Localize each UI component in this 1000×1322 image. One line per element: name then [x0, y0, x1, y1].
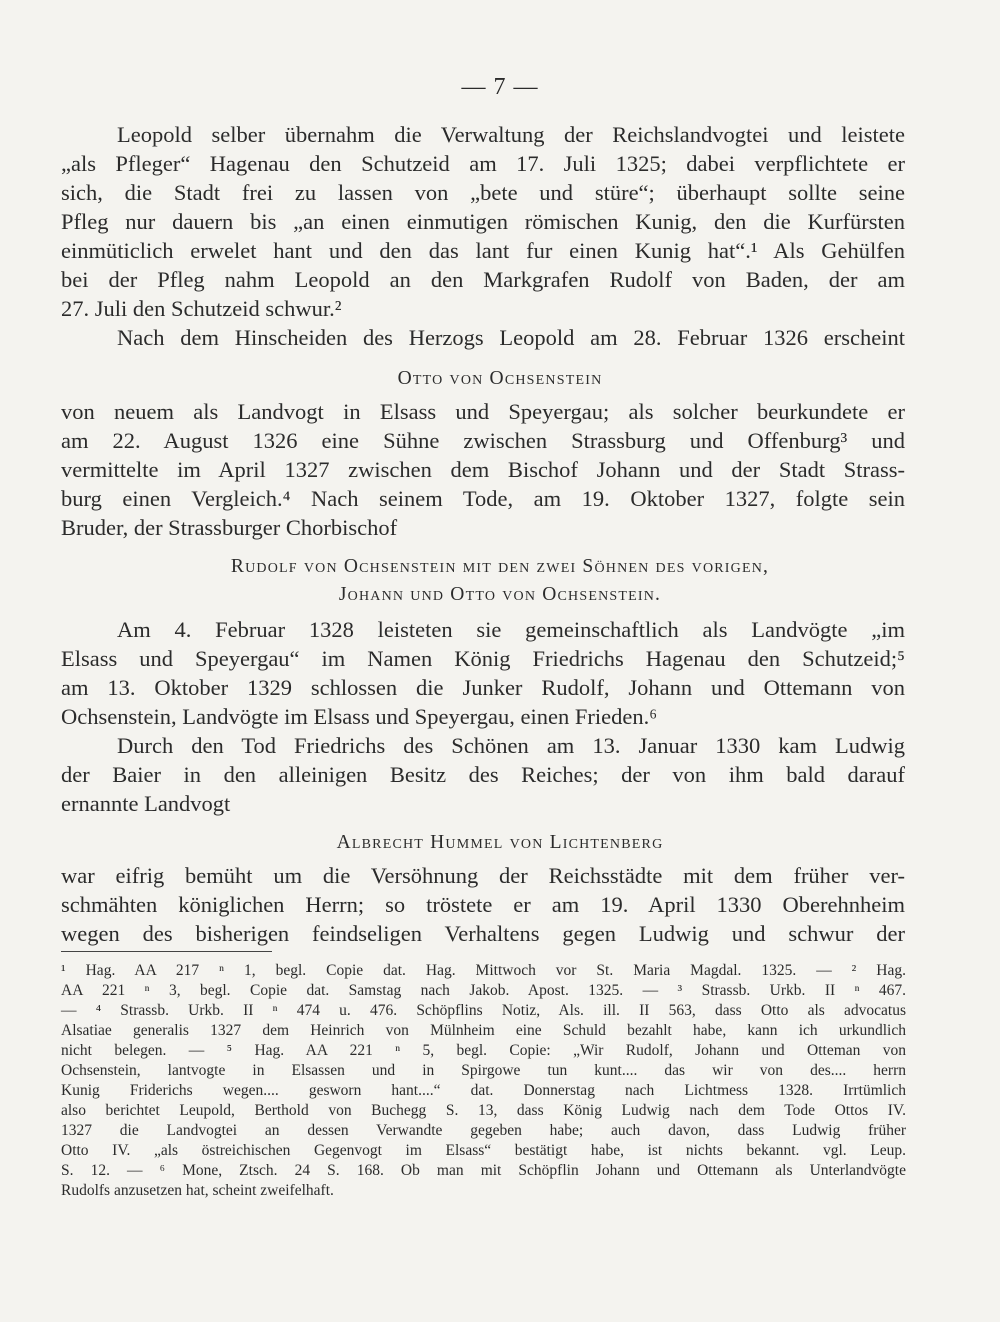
text-line: Elsass und Speyergau“ im Namen König Friedrichs Hagenau den Schutzeid;⁵ — [61, 646, 905, 671]
page-number: — 7 — — [461, 74, 539, 100]
text-line: Leopold selber übernahm die Verwaltung der Reichslandvogtei und leistete — [117, 122, 905, 147]
footnote-line: Ochsenstein, lantvogte in Elsassen und in Spirgowe tun kunt.... das wir von des.... herrn — [61, 1062, 906, 1079]
section-heading: Otto von Ochsenstein — [397, 368, 603, 389]
text-line: vermittelte im April 1327 zwischen dem Bischof Johann und der Stadt Strass- — [61, 457, 905, 482]
text-line: am 22. August 1326 eine Sühne zwischen Strassburg und Offenburg³ und — [61, 428, 905, 453]
footnote-line: Alsatiae generalis 1327 dem Heinrich von Mülnheim eine Schuld bezahlt habe, kann ich urkundlich — [61, 1022, 906, 1039]
text-line: 27. Juli den Schutzeid schwur.² — [61, 296, 342, 321]
footnote-line: Otto IV. „als östreichischen Gegenvogt im Elsass“ bestätigt habe, ist nichts bekannt. vgl. Leup. — [61, 1142, 906, 1159]
footnote-line: also berichtet Leupold, Berthold von Buchegg S. 13, dass König Ludwig nach dem Tode Ottos IV. — [61, 1102, 906, 1119]
text-line: Ochsenstein, Landvögte im Elsass und Speyergau, einen Frieden.⁶ — [61, 704, 658, 729]
text-line: Am 4. Februar 1328 leisteten sie gemeinschaftlich als Landvögte „im — [117, 617, 905, 642]
text-line: Nach dem Hinscheiden des Herzogs Leopold am 28. Februar 1326 erscheint — [117, 325, 905, 350]
text-line: burg einen Vergleich.⁴ Nach seinem Tode, am 19. Oktober 1327, folgte sein — [61, 486, 905, 511]
section-heading: Albrecht Hummel von Lichtenberg — [336, 832, 664, 853]
text-line: Bruder, der Strassburger Chorbischof — [61, 515, 398, 540]
footnote-line: Rudolfs anzusetzen hat, scheint zweifelhaft. — [61, 1182, 334, 1199]
text-line: am 13. Oktober 1329 schlossen die Junker Rudolf, Johann und Ottemann von — [61, 675, 905, 700]
section-heading: Rudolf von Ochsenstein mit den zwei Söhnen des vorigen, — [230, 556, 770, 577]
text-line: war eifrig bemüht um die Versöhnung der Reichsstädte mit dem früher ver- — [61, 863, 905, 888]
text-line: von neuem als Landvogt in Elsass und Speyergau; als solcher beurkundete er — [61, 399, 905, 424]
text-line: schmähten königlichen Herrn; so tröstete er am 19. April 1330 Oberehnheim — [61, 892, 905, 917]
text-line: der Baier in den alleinigen Besitz des Reiches; der von ihm bald darauf — [61, 762, 905, 787]
footnote-line: nicht belegen. — ⁵ Hag. AA 221 ⁿ 5, begl. Copie: „Wir Rudolf, Johann und Otteman von — [61, 1042, 906, 1059]
section-heading: Johann und Otto von Ochsenstein. — [338, 584, 662, 605]
footnote-rule — [61, 951, 272, 952]
footnote-line: AA 221 ⁿ 3, begl. Copie dat. Samstag nach Jakob. Apost. 1325. — ³ Strassb. Urkb. II ⁿ 467. — [61, 982, 906, 999]
footnote-line: S. 12. — ⁶ Mone, Ztsch. 24 S. 168. Ob man mit Schöpflin Johann und Ottemann als Unterlandvögte — [61, 1162, 906, 1179]
footnote-line: ¹ Hag. AA 217 ⁿ 1, begl. Copie dat. Hag. Mittwoch vor St. Maria Magdal. 1325. — ² Hag. — [61, 962, 906, 979]
text-line: „als Pfleger“ Hagenau den Schutzeid am 17. Juli 1325; dabei verpflichtete er — [61, 151, 905, 176]
text-line: wegen des bisherigen feindseligen Verhaltens gegen Ludwig und schwur der — [61, 921, 905, 946]
footnote-line: 1327 die Landvogtei an dessen Verwandte gegeben habe; auch davon, dass Ludwig früher — [61, 1122, 906, 1139]
footnote-line: Kunig Friderichs wegen.... gesworn hant....“ dat. Donnerstag nach Lichtmess 1328. Irrtümlich — [61, 1082, 906, 1099]
text-line: ernannte Landvogt — [61, 791, 231, 816]
text-line: bei der Pfleg nahm Leopold an den Markgrafen Rudolf von Baden, der am — [61, 267, 905, 292]
text-line: einmüticlich erwelet hant und den das lant fur einen Kunig hat“.¹ Als Gehülfen — [61, 238, 905, 263]
footnote-line: — ⁴ Strassb. Urkb. II ⁿ 474 u. 476. Schöpflins Notiz, Als. ill. II 563, dass Otto als advocatus — [61, 1002, 906, 1019]
text-line: Pfleg nur dauern bis „an einen einmutigen römischen Kunig, den die Kurfürsten — [61, 209, 905, 234]
text-line: sich, die Stadt frei zu lassen von „bete und stüre“; überhaupt sollte seine — [61, 180, 905, 205]
text-line: Durch den Tod Friedrichs des Schönen am 13. Januar 1330 kam Ludwig — [117, 733, 905, 758]
